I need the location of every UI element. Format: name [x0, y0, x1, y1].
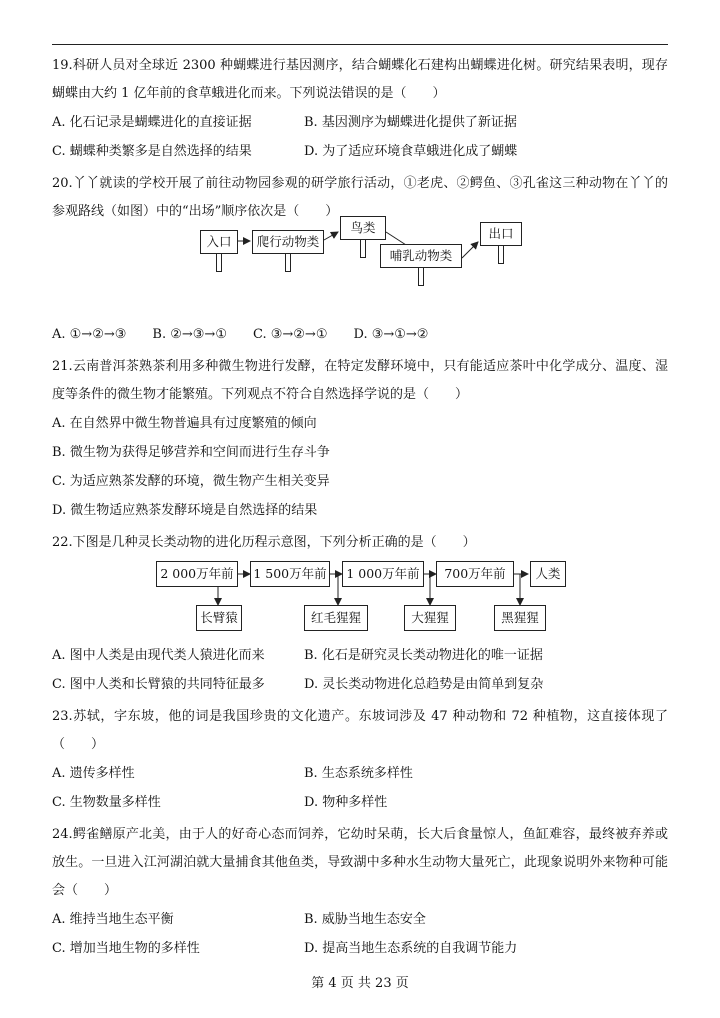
q22-option-a[interactable]: A. 图中人类是由现代类人猿进化而来	[52, 648, 265, 663]
q20-option-c[interactable]: C. ③→②→①	[252, 327, 328, 342]
time-7m: 700万年前	[436, 561, 514, 587]
q21-option-b[interactable]: B. 微生物为获得足够营养和空间而进行生存斗争	[52, 445, 330, 460]
time-10m: 1 000万年前	[342, 561, 424, 587]
q23-option-b[interactable]: B. 生态系统多样性	[304, 766, 413, 781]
q19-option-c[interactable]: C. 蝴蝶种类繁多是自然选择的结果	[52, 144, 252, 159]
q24-option-b[interactable]: B. 威胁当地生态安全	[304, 912, 426, 927]
q24-stem: 24.鳄雀鳝原产北美，由于人的好奇心态而饲养，它幼时呆萌，长大后食量惊人，鱼缸难容，最终被弃养或放生。一旦进入江河湖泊就大量捕食其他鱼类，导致湖中多种水生动物大量死亡，此现象说明外来物种可能会（ ）	[52, 827, 668, 898]
q22-option-c[interactable]: C. 图中人类和长臂猿的共同特征最多	[52, 677, 265, 692]
q23-options	[52, 759, 668, 817]
q22-option-d[interactable]: D. 灵长类动物进化总趋势是由简单到复杂	[304, 677, 544, 692]
route-birds: 鸟类	[340, 216, 386, 240]
primate-evolution-figure	[52, 561, 668, 637]
route-entrance: 入口	[200, 230, 238, 254]
time-15m: 1 500万年前	[250, 561, 330, 587]
q22-stem: 22.下图是几种灵长类动物的进化历程示意图，下列分析正确的是（ ）	[52, 535, 476, 550]
q23-stem: 23.苏轼，字东坡，他的词是我国珍贵的文化遗产。东坡词涉及 47 种动物和 72 种植物，这直接体现了（ ）	[52, 709, 668, 752]
q22-option-b[interactable]: B. 化石是研究灵长类动物进化的唯一证据	[304, 648, 543, 663]
zoo-route-figure	[52, 220, 668, 318]
gorilla-box: 大猩猩	[404, 605, 456, 631]
exam-page	[52, 52, 668, 967]
q21-option-a[interactable]: A. 在自然界中微生物普遍具有过度繁殖的倾向	[52, 416, 317, 431]
question-20	[52, 170, 668, 349]
q20-option-d[interactable]: D. ③→①→②	[353, 327, 429, 342]
q21-option-d[interactable]: D. 微生物适应熟茶发酵环境是自然选择的结果	[52, 503, 318, 518]
q24-option-a[interactable]: A. 维持当地生态平衡	[52, 912, 174, 927]
q21-options	[52, 409, 668, 525]
mammals-post	[418, 268, 424, 286]
time-20m: 2 000万年前	[156, 561, 238, 587]
birds-post	[360, 240, 366, 258]
q19-stem: 19.科研人员对全球近 2300 种蝴蝶进行基因测序，结合蝴蝶化石建构出蝴蝶进化树。研究结果表明，现存蝴蝶由大约 1 亿年前的食草蛾进化而来。下列说法错误的是（ ）	[52, 58, 668, 101]
question-23	[52, 703, 668, 817]
q24-options	[52, 905, 668, 963]
header-rule	[52, 44, 668, 45]
q19-options	[52, 108, 668, 166]
orangutan-box: 红毛猩猩	[304, 605, 368, 631]
question-21	[52, 353, 668, 525]
gibbon-box: 长臂猿	[196, 605, 242, 631]
q19-option-b[interactable]: B. 基因测序为蝴蝶进化提供了新证据	[304, 115, 517, 130]
exit-post	[498, 246, 504, 264]
reptiles-post	[285, 254, 291, 272]
route-mammals: 哺乳动物类	[380, 244, 462, 268]
q21-stem: 21.云南普洱茶熟茶利用多种微生物进行发酵，在特定发酵环境中，只有能适应茶叶中化学成分、温度、湿度等条件的微生物才能繁殖。下列观点不符合自然选择学说的是（ ）	[52, 359, 668, 402]
q24-option-c[interactable]: C. 增加当地生物的多样性	[52, 941, 200, 956]
question-22	[52, 529, 668, 699]
route-reptiles: 爬行动物类	[252, 230, 324, 254]
route-exit: 出口	[480, 222, 522, 246]
entrance-post	[216, 254, 222, 272]
q24-option-d[interactable]: D. 提高当地生态系统的自我调节能力	[304, 941, 518, 956]
human-box: 人类	[530, 561, 566, 587]
q20-option-b[interactable]: B. ②→③→①	[152, 327, 227, 342]
q23-option-a[interactable]: A. 遗传多样性	[52, 766, 135, 781]
chimpanzee-box: 黑猩猩	[494, 605, 546, 631]
q21-option-c[interactable]: C. 为适应熟茶发酵的环境，微生物产生相关变异	[52, 474, 330, 489]
q22-options	[52, 641, 668, 699]
q19-option-d[interactable]: D. 为了适应环境食草蛾进化成了蝴蝶	[304, 144, 518, 159]
q20-option-a[interactable]: A. ①→②→③	[52, 327, 127, 342]
q20-stem: 20.丫丫就读的学校开展了前往动物园参观的研学旅行活动，①老虎、②鳄鱼、③孔雀这三种动物在丫丫的参观路线（如图）中的“出场”顺序依次是（ ）	[52, 176, 668, 219]
q23-option-c[interactable]: C. 生物数量多样性	[52, 795, 161, 810]
question-24	[52, 821, 668, 963]
q23-option-d[interactable]: D. 物种多样性	[304, 795, 388, 810]
q19-option-a[interactable]: A. 化石记录是蝴蝶进化的直接证据	[52, 115, 252, 130]
page-footer: 第 4 页 共 23 页	[311, 976, 409, 991]
question-19	[52, 52, 668, 166]
q20-options	[52, 320, 668, 349]
